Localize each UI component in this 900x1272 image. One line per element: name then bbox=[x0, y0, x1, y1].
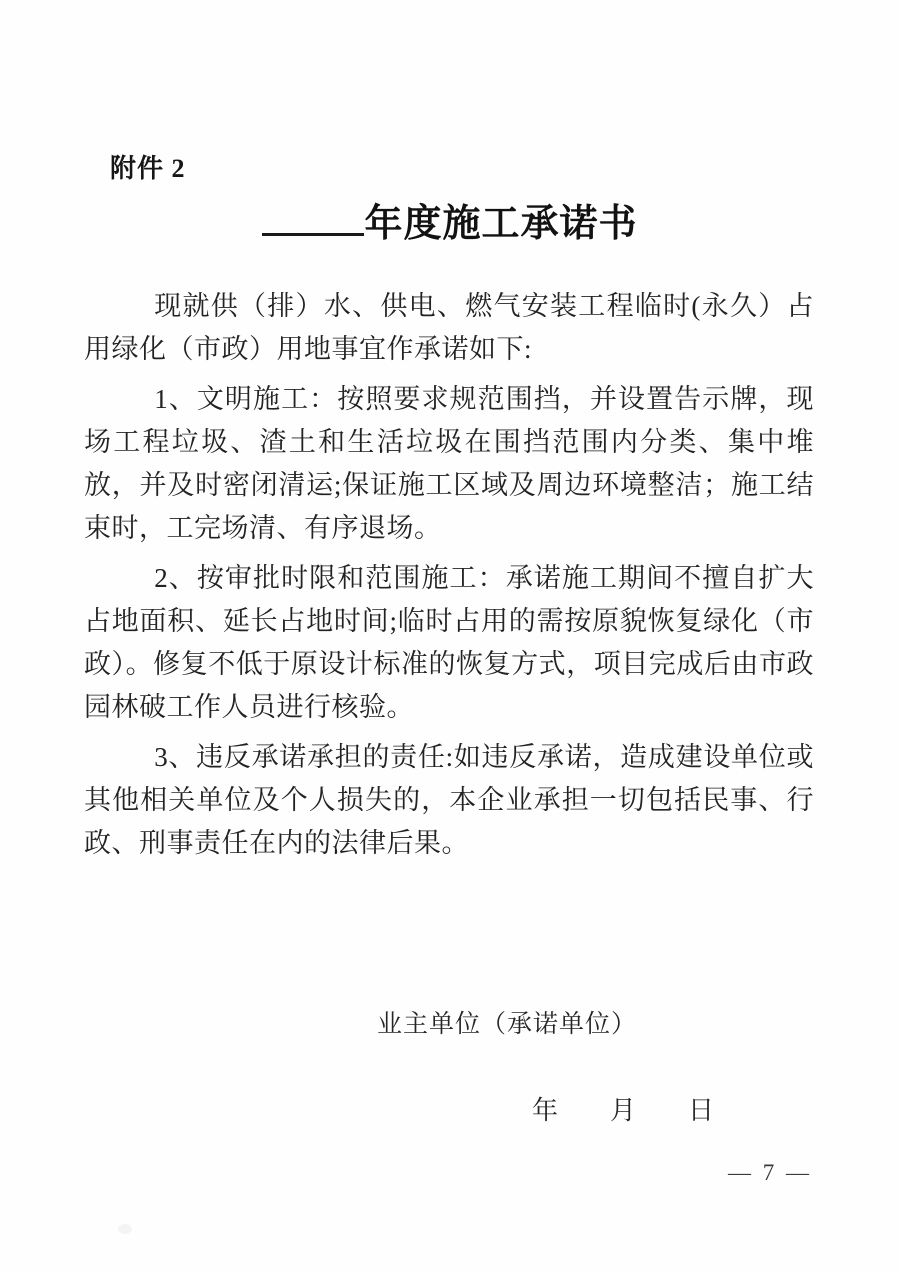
paragraph-intro: 现就供（排）水、供电、燃气安装工程临时(永久）占用绿化（市政）用地事宜作承诺如下: bbox=[84, 291, 814, 364]
date-line bbox=[532, 1090, 714, 1127]
scan-artifact bbox=[118, 1224, 132, 1234]
date-year-label: 年 bbox=[532, 1096, 559, 1125]
title-blank-underline bbox=[262, 197, 364, 236]
page-number: — 7 — bbox=[728, 1160, 812, 1185]
document-body bbox=[84, 285, 814, 872]
document-title-row bbox=[0, 192, 900, 247]
paragraph-item-2: 2、按审批时限和范围施工：承诺施工期间不擅自扩大占地面积、延长占地时间;临时占用的需按原貌恢复绿化（市政）。修复不低于原设计标准的恢复方式，项目完成后由市政园林破工作人员进行核验。 bbox=[84, 563, 814, 722]
signature-unit-line: 业主单位（承诺单位） bbox=[377, 1011, 638, 1038]
attachment-label: 附件 2 bbox=[110, 154, 186, 183]
document-title: 年度施工承诺书 bbox=[364, 203, 638, 245]
paragraph-item-3: 3、违反承诺承担的责任:如违反承诺，造成建设单位或其他相关单位及个人损失的，本企业承担一切包括民事、行政、刑事责任在内的法律后果。 bbox=[84, 742, 814, 858]
paragraph-item-1: 1、文明施工：按照要求规范围挡，并设置告示牌，现场工程垃圾、渣土和生活垃圾在围挡范围内分类、集中堆放，并及时密闭清运;保证施工区域及周边环境整洁；施工结束时，工完场清、有序退场。 bbox=[84, 384, 814, 543]
date-day-label: 日 bbox=[688, 1096, 715, 1125]
date-month-label: 月 bbox=[610, 1096, 637, 1125]
